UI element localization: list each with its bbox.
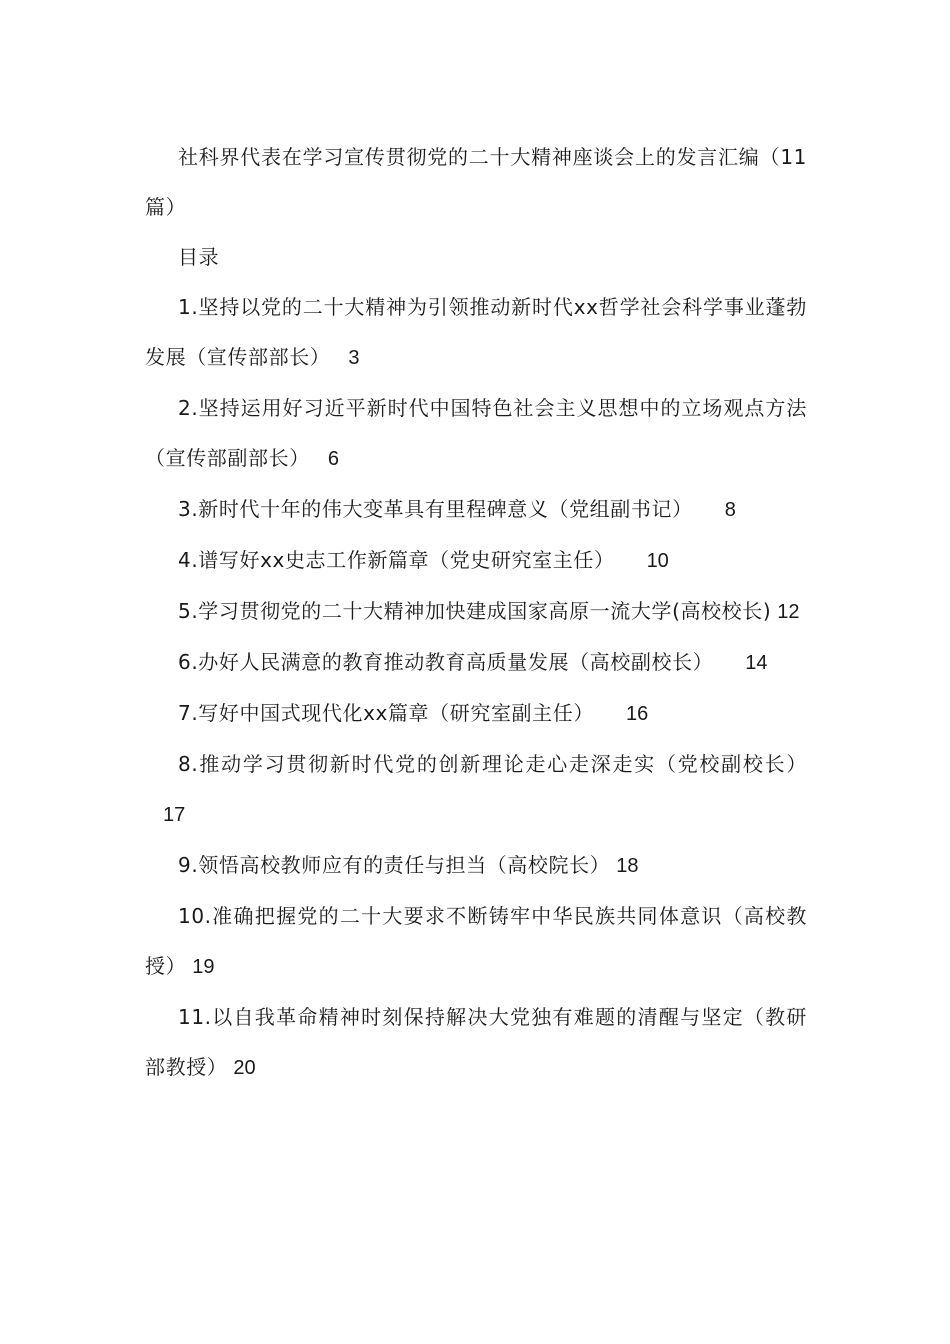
toc-item-page: 8 <box>724 499 736 521</box>
toc-item <box>145 840 807 891</box>
toc-item-page: 14 <box>745 652 768 674</box>
document-body <box>145 132 807 1093</box>
toc-item <box>145 586 807 637</box>
toc-item-page: 16 <box>625 703 649 725</box>
toc-item-page: 19 <box>192 956 215 978</box>
toc-item-page: 17 <box>163 804 186 826</box>
toc-item-page: 6 <box>327 448 339 470</box>
toc-item <box>145 282 807 383</box>
toc-item-label: 6.办好人民满意的教育推动教育高质量发展（高校副校长） <box>178 650 714 674</box>
toc-item-label: 4.谱写好xx史志工作新篇章（党史研究室主任） <box>178 548 615 572</box>
toc-item <box>145 637 807 688</box>
toc-item <box>145 383 807 484</box>
toc-item <box>145 992 807 1093</box>
toc-item-label: 2.坚持运用好习近平新时代中国特色社会主义思想中的立场观点方法（宣传部副部长） <box>145 396 807 470</box>
toc-item-page: 10 <box>646 550 669 572</box>
document-title: 社科界代表在学习宣传贯彻党的二十大精神座谈会上的发言汇编（11篇） <box>145 145 807 219</box>
toc-item-label: 11.以自我革命精神时刻保持解决大党独有难题的清醒与坚定（教研部教授） <box>145 1005 807 1079</box>
toc-item-label: 1.坚持以党的二十大精神为引领推动新时代xx哲学社会科学事业蓬勃发展（宣传部部长） <box>145 295 807 369</box>
toc-item <box>145 484 807 535</box>
toc-item-label: 3.新时代十年的伟大变革具有里程碑意义（党组副书记） <box>178 497 693 521</box>
toc-item-page: 20 <box>233 1057 256 1079</box>
toc-item-page: 3 <box>348 347 360 369</box>
toc-item-page: 12 <box>777 601 800 623</box>
toc-item-label: 8.推动学习贯彻新时代党的创新理论走心走深走实（党校副校长） <box>178 752 807 776</box>
toc-heading: 目录 <box>178 245 220 269</box>
toc-item-label: 7.写好中国式现代化xx篇章（研究室副主任） <box>178 701 594 725</box>
toc-item <box>145 739 807 840</box>
toc-item-label: 10.准确把握党的二十大要求不断铸牢中华民族共同体意识（高校教授） <box>145 904 807 978</box>
toc-item-label: 9.领悟高校教师应有的责任与担当（高校院长） <box>178 853 611 877</box>
toc-item-page: 18 <box>616 855 639 877</box>
toc-item <box>145 535 807 586</box>
toc-item <box>145 688 807 739</box>
toc-item <box>145 891 807 992</box>
toc-item-label: 5.学习贯彻党的二十大精神加快建成国家高原一流大学(高校校长) <box>178 599 772 623</box>
